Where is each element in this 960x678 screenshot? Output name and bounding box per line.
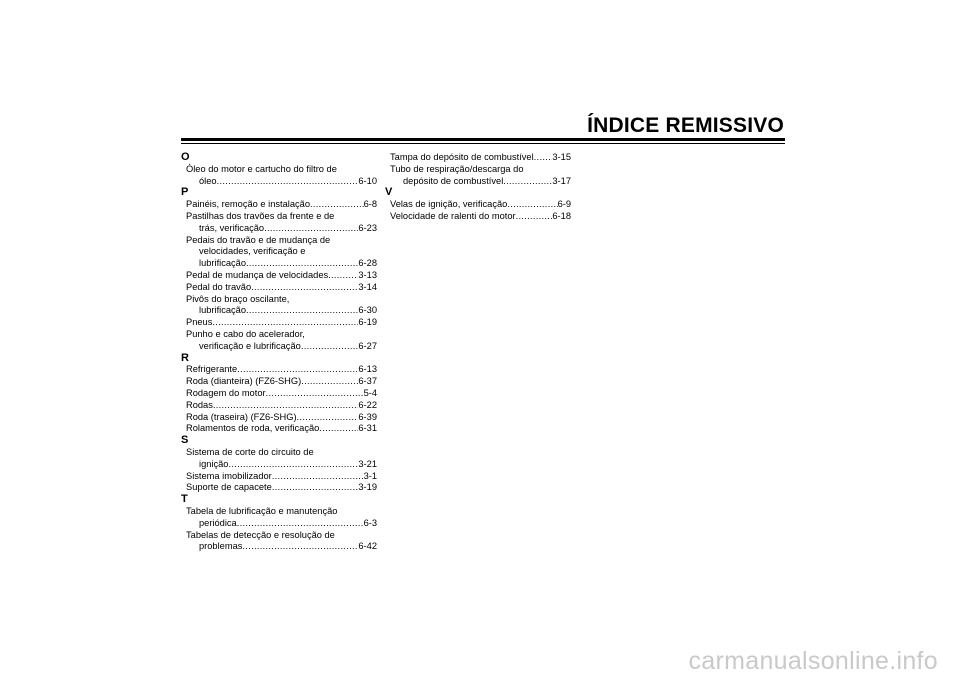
page-number: 6-18	[552, 210, 571, 221]
leader-dots	[507, 199, 557, 211]
index-entry	[181, 530, 377, 554]
entry-label: Rodas	[186, 399, 213, 410]
index-entry	[181, 482, 377, 494]
entry-text: velocidades, verificação e	[199, 246, 306, 257]
entry-line	[390, 176, 571, 188]
page-number: 6-39	[358, 411, 377, 422]
entry-line	[186, 376, 377, 388]
page-number: 6-8	[363, 199, 377, 210]
entry-line	[186, 518, 377, 530]
entry-line	[186, 176, 377, 188]
leader-dots	[242, 541, 358, 553]
index-column-left	[181, 152, 377, 553]
page-number: 6-9	[557, 199, 571, 210]
index-entry	[385, 211, 571, 223]
index-entry	[181, 423, 377, 435]
index-entry	[181, 400, 377, 412]
leader-dots	[301, 376, 358, 388]
leader-dots	[237, 518, 364, 530]
index-entry	[181, 388, 377, 400]
entry-label: Roda (dianteira) (FZ6-SHG)	[186, 376, 302, 387]
entry-text: Pedais do travão e de mudança de	[186, 234, 331, 245]
page-number: 3-15	[552, 152, 571, 162]
entry-label: problemas	[199, 541, 243, 552]
entry-text: Tubo de respiração/descarga do	[390, 163, 524, 174]
page-number: 3-17	[552, 175, 571, 186]
section-letter: R	[181, 351, 189, 364]
leader-dots	[237, 364, 358, 376]
entry-line	[390, 152, 571, 164]
entry-label: Sistema imobilizador	[186, 470, 272, 481]
index-column-right	[385, 152, 571, 223]
page-number: 6-31	[358, 423, 377, 434]
page-number: 5-4	[363, 387, 377, 398]
entry-text: Tabela de lubrificação e manutenção	[186, 505, 338, 516]
entry-label: Velocidade de ralenti do motor	[390, 210, 516, 221]
entry-line	[186, 471, 377, 483]
entry-label: trás, verificação	[199, 222, 265, 233]
leader-dots	[301, 341, 359, 353]
page-number: 6-28	[358, 258, 377, 269]
leader-dots	[272, 471, 364, 483]
entry-line	[186, 388, 377, 400]
entry-label: lubrificação	[199, 305, 247, 316]
watermark: carmanualsonline.info	[688, 647, 938, 675]
title-rule-thick	[181, 138, 785, 141]
section-letter: V	[385, 186, 393, 199]
entry-label: Roda (traseira) (FZ6-SHG)	[186, 411, 297, 422]
entry-label: periódica	[199, 517, 237, 528]
entry-text: Pastilhas dos travões da frente e de	[186, 210, 335, 221]
entry-label: Pedal de mudança de velocidades	[186, 269, 329, 280]
section-letter: S	[181, 434, 189, 447]
entry-label: óleo	[199, 175, 217, 186]
index-entry	[181, 294, 377, 318]
entry-line	[186, 270, 377, 282]
leader-dots	[310, 199, 364, 211]
entry-label: Suporte de capacete	[186, 482, 272, 493]
page-number: 3-19	[358, 482, 377, 493]
index-entry	[181, 282, 377, 294]
entry-text: Sistema de corte do circuito de	[186, 446, 314, 457]
leader-dots	[503, 176, 552, 188]
leader-dots	[246, 305, 358, 317]
index-entry	[181, 199, 377, 211]
leader-dots	[328, 270, 358, 282]
entry-label: depósito de combustível	[403, 175, 504, 186]
index-entry	[181, 364, 377, 376]
page-number: 6-42	[358, 541, 377, 552]
leader-dots	[272, 482, 359, 494]
leader-dots	[217, 176, 359, 188]
entry-text: Óleo do motor e cartucho do filtro de	[186, 163, 337, 174]
entry-line	[390, 211, 571, 223]
index-entry	[181, 471, 377, 483]
index-entry	[181, 317, 377, 329]
entry-line	[186, 482, 377, 494]
page-number: 3-21	[358, 458, 377, 469]
entry-line	[186, 364, 377, 376]
page-number: 6-13	[358, 364, 377, 375]
page-number: 6-22	[358, 399, 377, 410]
entry-text: Pivôs do braço oscilante,	[186, 293, 290, 304]
leader-dots	[534, 152, 553, 164]
index-entry	[181, 235, 377, 270]
page-number: 6-10	[358, 175, 377, 186]
page-number: 6-3	[363, 517, 377, 528]
page-number: 6-27	[358, 340, 377, 351]
entry-label: Pedal do travão	[186, 281, 252, 292]
leader-dots	[228, 459, 358, 471]
entry-text: Punho e cabo do acelerador,	[186, 328, 305, 339]
page-number: 6-30	[358, 305, 377, 316]
section-letter: P	[181, 186, 189, 199]
entry-label: Tampa do depósito de combustível	[390, 152, 534, 162]
entry-label: verificação e lubrificação	[199, 340, 301, 351]
entry-line	[186, 305, 377, 317]
entry-line	[186, 423, 377, 435]
leader-dots	[212, 317, 358, 329]
page-number: 3-13	[358, 269, 377, 280]
index-entry	[181, 329, 377, 353]
entry-line	[186, 412, 377, 424]
section-letter: T	[181, 493, 188, 506]
entry-line	[390, 199, 571, 211]
index-entry	[385, 199, 571, 211]
entry-text: Tabelas de detecção e resolução de	[186, 529, 335, 540]
page-title: ÍNDICE REMISSIVO	[587, 114, 784, 137]
leader-dots	[319, 423, 358, 435]
entry-label: ignição	[199, 458, 229, 469]
entry-line	[186, 400, 377, 412]
entry-line	[186, 341, 377, 353]
entry-line	[186, 459, 377, 471]
page-number: 6-37	[358, 376, 377, 387]
entry-line	[186, 541, 377, 553]
page-number: 3-1	[363, 470, 377, 481]
index-entry	[181, 164, 377, 188]
leader-dots	[246, 258, 358, 270]
entry-label: Velas de ignição, verificação	[390, 199, 508, 210]
index-entry	[181, 506, 377, 530]
entry-label: Refrigerante	[186, 364, 238, 375]
entry-line	[186, 317, 377, 329]
entry-label: Rolamentos de roda, verificação	[186, 423, 320, 434]
entry-label: Pneus	[186, 317, 213, 328]
leader-dots	[266, 388, 364, 400]
leader-dots	[297, 412, 359, 424]
index-entry	[181, 270, 377, 282]
leader-dots	[213, 400, 359, 412]
page-number: 3-14	[358, 281, 377, 292]
title-rule-thin	[181, 143, 785, 144]
entry-label: lubrificação	[199, 258, 247, 269]
leader-dots	[251, 282, 358, 294]
index-entry	[181, 376, 377, 388]
leader-dots	[264, 223, 358, 235]
entry-label: Rodagem do motor	[186, 387, 266, 398]
page-number: 6-19	[358, 317, 377, 328]
index-entry	[181, 211, 377, 235]
entry-line	[186, 199, 377, 211]
index-entry	[181, 412, 377, 424]
section-letter: O	[181, 151, 190, 163]
entry-label: Painéis, remoção e instalação	[186, 199, 311, 210]
leader-dots	[516, 211, 553, 223]
entry-line	[186, 258, 377, 270]
page-number: 6-23	[358, 222, 377, 233]
index-entry	[385, 152, 571, 164]
index-entry	[385, 164, 571, 188]
index-entry	[181, 447, 377, 471]
entry-line	[186, 223, 377, 235]
entry-line	[186, 282, 377, 294]
